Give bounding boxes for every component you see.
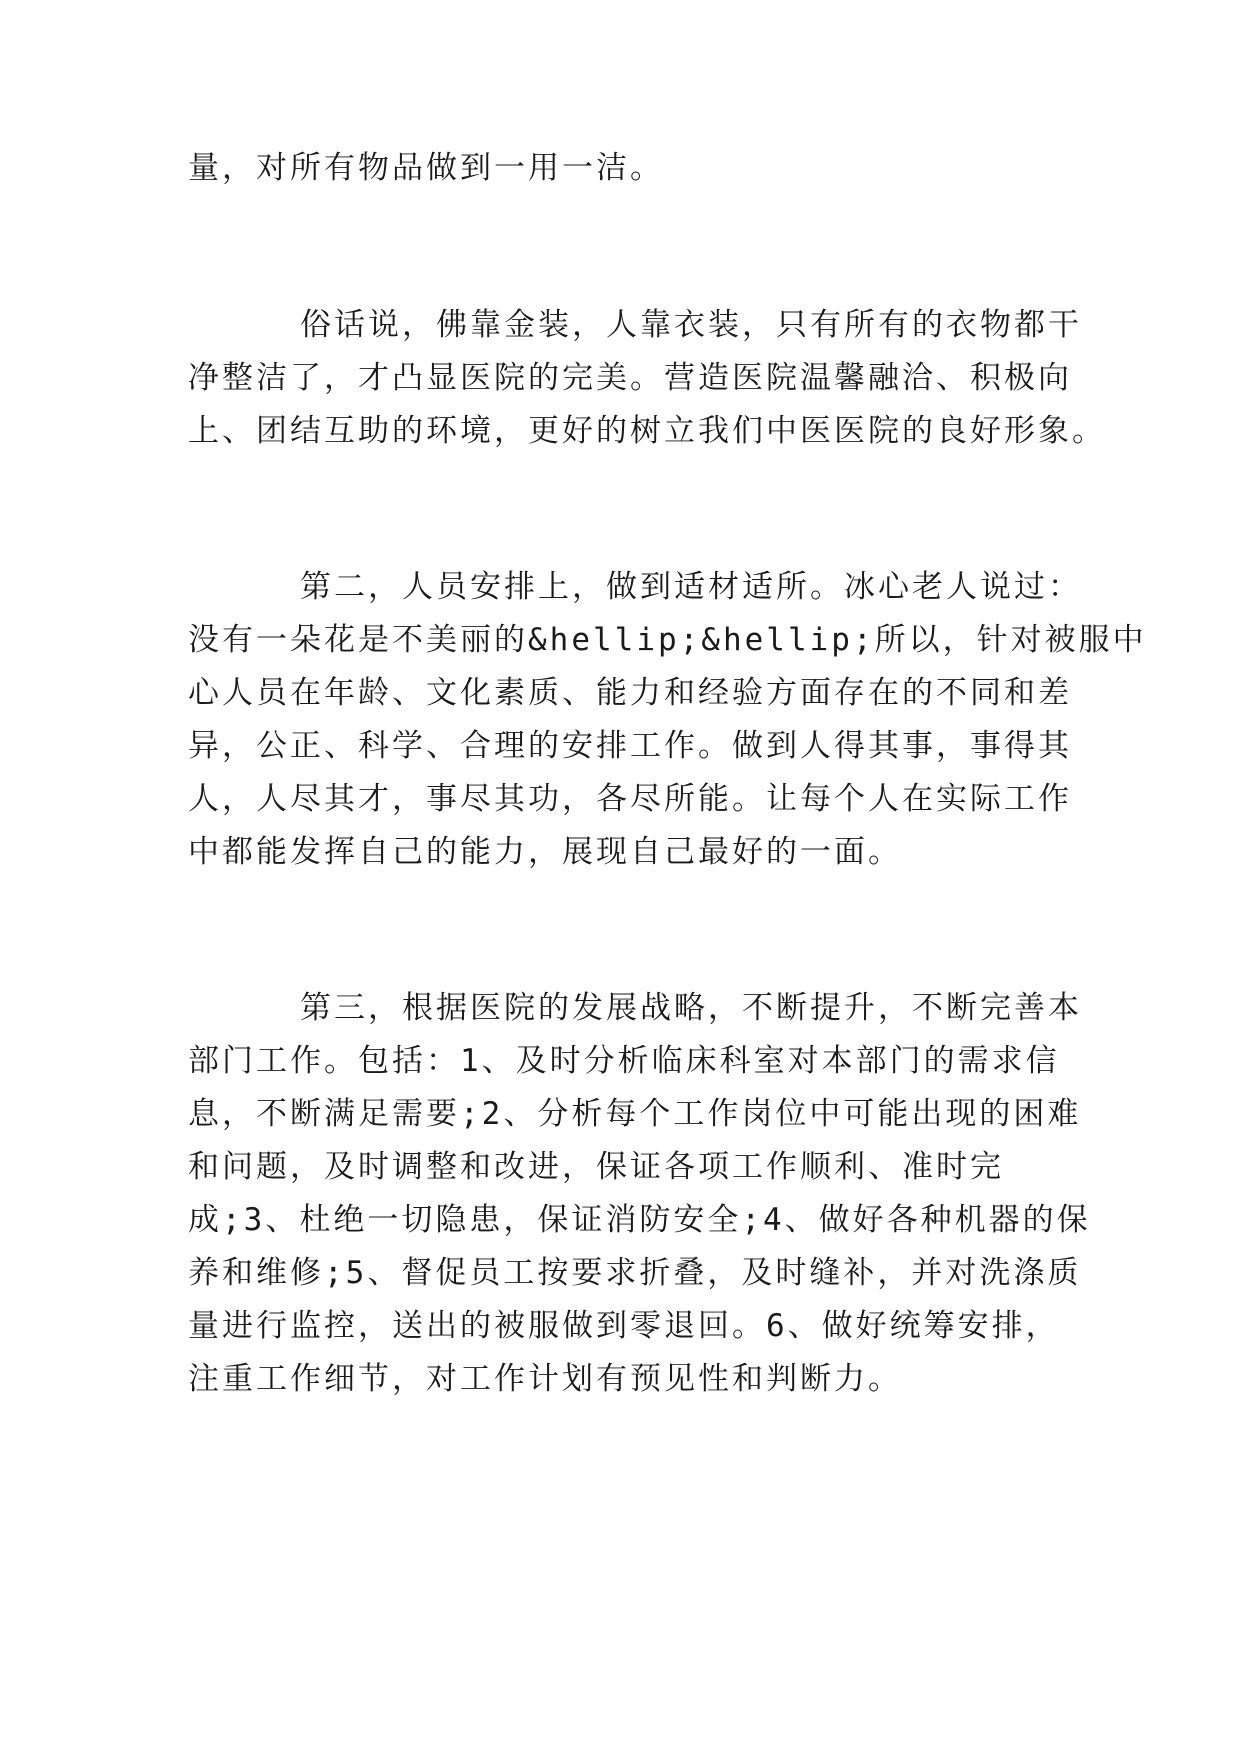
paragraph-line: 和问题，及时调整和改进，保证各项工作顺利、准时完 (188, 1149, 1004, 1185)
paragraph-line: 第二，人员安排上，做到适材适所。冰心老人说过： (300, 569, 1082, 605)
paragraph-line: 部门工作。包括：1、及时分析临床科室对本部门的需求信 (188, 1043, 1060, 1079)
paragraph-line: 上、团结互助的环境，更好的树立我们中医医院的良好形象。 (188, 413, 1106, 449)
paragraph-line: 养和维修;5、督促员工按要求折叠，及时缝补，并对洗涤质 (188, 1255, 1082, 1291)
paragraph-line: 净整洁了，才凸显医院的完美。营造医院温馨融洽、积极向 (188, 360, 1072, 396)
paragraph-line: 俗话说，佛靠金装，人靠衣装，只有所有的衣物都干 (300, 307, 1082, 343)
paragraph-line: 注重工作细节，对工作计划有预见性和判断力。 (188, 1361, 902, 1397)
paragraph-line: 第三，根据医院的发展战略，不断提升，不断完善本 (300, 990, 1082, 1026)
paragraph-line: 异，公正、科学、合理的安排工作。做到人得其事，事得其 (188, 728, 1072, 764)
paragraph-line: 心人员在年龄、文化素质、能力和经验方面存在的不同和差 (188, 675, 1072, 711)
paragraph-line: 息，不断满足需要;2、分析每个工作岗位中可能出现的困难 (188, 1096, 1082, 1132)
paragraph-line: 人，人尽其才，事尽其功，各尽所能。让每个人在实际工作 (188, 781, 1072, 817)
paragraph-line: 量进行监控，送出的被服做到零退回。6、做好统筹安排， (188, 1308, 1060, 1344)
paragraph-line: 中都能发挥自己的能力，展现自己最好的一面。 (188, 834, 902, 870)
paragraph-line: 没有一朵花是不美丽的&hellip;&hellip;所以，针对被服中 (188, 622, 1147, 658)
paragraph-line: 量，对所有物品做到一用一洁。 (188, 150, 664, 186)
paragraph-line: 成;3、杜绝一切隐患，保证消防安全;4、做好各种机器的保 (188, 1202, 1091, 1238)
